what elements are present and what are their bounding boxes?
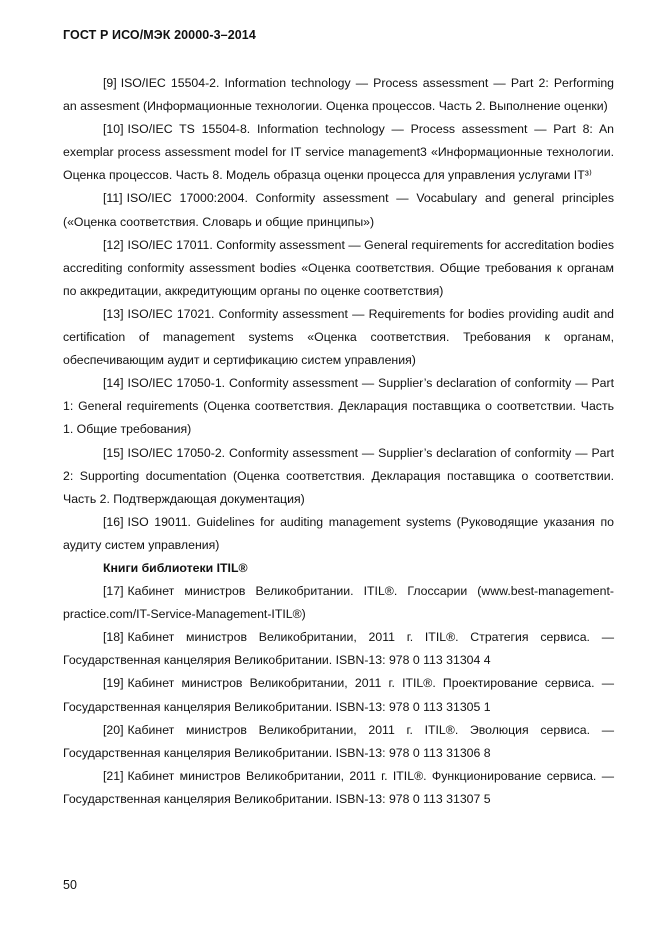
reference-13 <box>63 303 614 372</box>
reference-11 <box>63 187 614 233</box>
reference-text: Кабинет министров Великобритании, 2011 г. ITIL®. Стратегия сервиса. — Государственная канцелярия Великобритании. ISBN-13: 978 0 113 31304 4 <box>63 630 614 668</box>
reference-text: ISO/IEC 17011. Conformity assessment — General requirements for accreditation bodies accrediting conformity assessment bodies «Оценка соответствия. Общие требования к органам по аккредитации, аккредитующим органы по оценке соответствия) <box>63 237 614 298</box>
reference-19 <box>63 672 614 718</box>
reference-text: Кабинет министров Великобритании. ITIL®. Глоссарии (www.best-management-practice.com/IT-Service-Management-ITIL®) <box>63 584 614 622</box>
reference-text: Кабинет министров Великобритании, 2011 г. ITIL®. Эволюция сервиса. — Государственная канцелярия Великобритании. ISBN-13: 978 0 113 31306 8 <box>63 722 614 760</box>
document-header: ГОСТ Р ИСО/МЭК 20000-3–2014 <box>63 28 256 42</box>
reference-12 <box>63 234 614 303</box>
reference-text: Кабинет министров Великобритании, 2011 г. ITIL®. Проектирование сервиса. — Государственная канцелярия Великобритании. ISBN-13: 978 0 113 31305 1 <box>63 676 614 714</box>
reference-text: ISO/IEC 17021. Conformity assessment — Requirements for bodies providing audit and certification of management systems «Оценка соответствия. Требования к органам, обеспечивающим аудит и сертификацию систем управления) <box>63 306 614 368</box>
reference-text: ISO/IEC 17050-2. Conformity assessment — Supplier’s declaration of conformity — Part 2: Supporting documentation (Оценка соответствия. Декларация поставщика о соответствии. Часть 2. Подтверждающая документация) <box>63 445 614 506</box>
reference-9 <box>63 72 614 118</box>
reference-number: [15] <box>103 445 124 460</box>
reference-number: [21] <box>103 768 124 783</box>
reference-14 <box>63 372 614 441</box>
reference-number: [16] <box>103 514 124 529</box>
reference-number: [11] <box>103 191 123 206</box>
reference-16 <box>63 511 614 557</box>
bibliography <box>63 72 614 811</box>
reference-15 <box>63 442 614 511</box>
reference-text: ISO/IEC 15504-2. Information technology — Process assessment — Part 2: Performing an assesment (Информационные технологии. Оценка процессов. Часть 2. Выполнение оценки) <box>63 76 614 114</box>
reference-number: [12] <box>103 237 124 252</box>
page-number: 50 <box>63 878 77 892</box>
reference-text: Кабинет министров Великобритании, 2011 г. ITIL®. Функционирование сервиса. — Государственная канцелярия Великобритании. ISBN-13: 978 0 113 31307 5 <box>63 768 614 806</box>
reference-number: [14] <box>103 376 124 391</box>
reference-17 <box>63 580 614 626</box>
reference-20 <box>63 719 614 765</box>
reference-number: [10] <box>103 122 124 137</box>
reference-number: [20] <box>103 722 124 737</box>
reference-text: ISO 19011. Guidelines for auditing management systems (Руководящие указания по аудиту систем управления) <box>63 514 614 552</box>
reference-text: ISO/IEC TS 15504-8. Information technology — Process assessment — Part 8: An exemplar process assessment model for IT service management3 «Информационные технологии. Оценка процессов. Часть 8. Модель образца оценки процесса для управления услугами IT³⁾ <box>63 122 614 183</box>
section-heading: Книги библиотеки ITIL® <box>103 560 248 575</box>
reference-18 <box>63 626 614 672</box>
reference-text: ISO/IEC 17000:2004. Conformity assessment — Vocabulary and general principles («Оценка соответствия. Словарь и общие принципы») <box>63 191 614 229</box>
reference-text: ISO/IEC 17050-1. Conformity assessment — Supplier’s declaration of conformity — Part 1: General requirements (Оценка соответствия. Декларация поставщика о соответствии. Часть 1. Общие требования) <box>63 376 614 437</box>
reference-number: [9] <box>103 76 117 90</box>
reference-number: [17] <box>103 584 124 599</box>
reference-21 <box>63 765 614 811</box>
reference-number: [13] <box>103 306 124 321</box>
reference-10 <box>63 118 614 187</box>
reference-number: [18] <box>103 630 124 645</box>
reference-number: [19] <box>103 676 124 691</box>
